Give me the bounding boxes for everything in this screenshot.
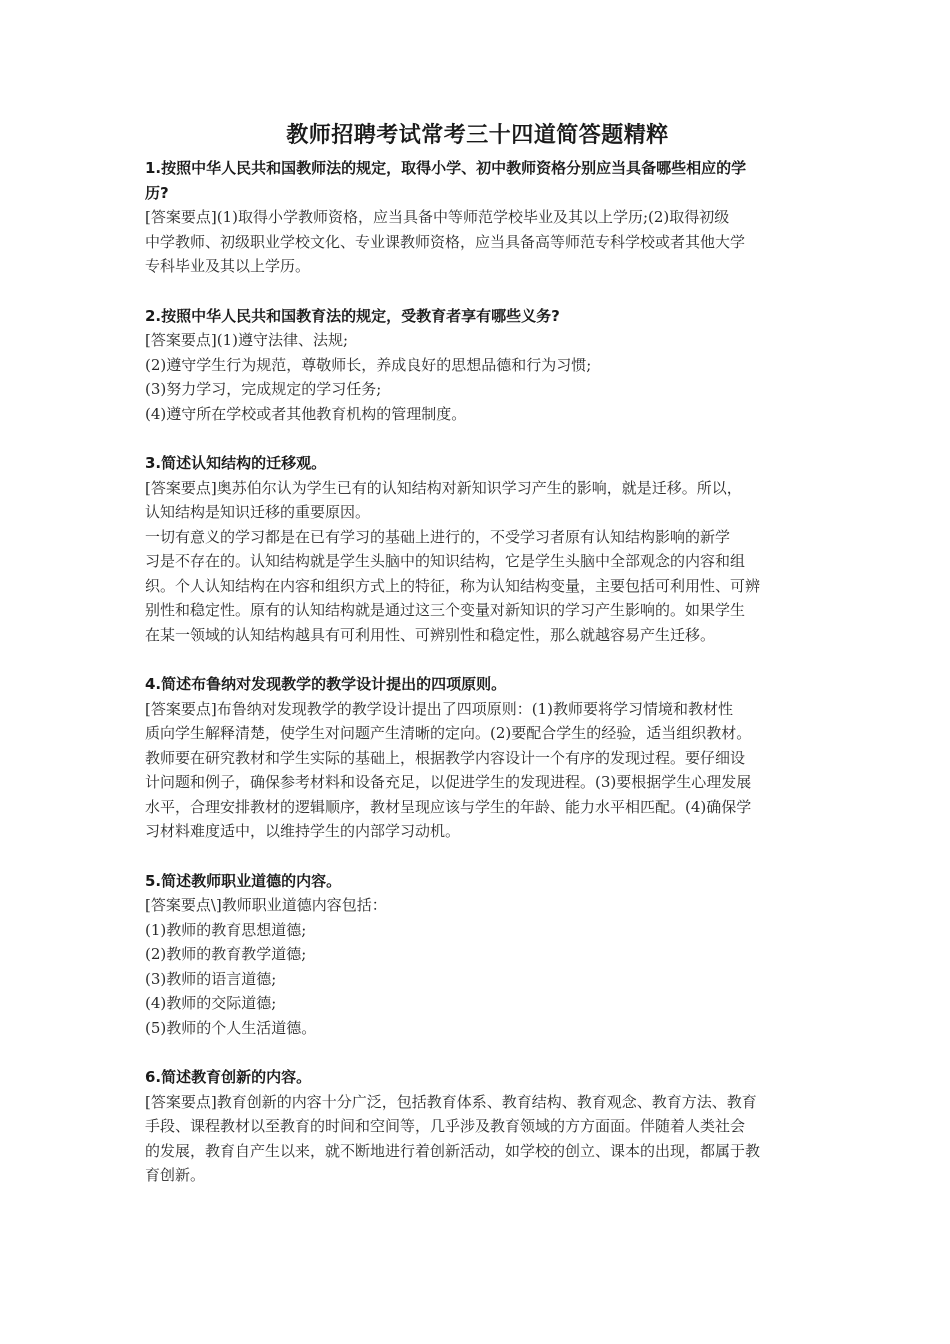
question-section	[145, 304, 810, 427]
document-page	[145, 118, 810, 1213]
sections-container	[145, 156, 810, 1188]
answer-line: 习是不存在的。认知结构就是学生头脑中的知识结构，它是学生头脑中全部观念的内容和组	[145, 552, 746, 570]
answer-line: 中学教师、初级职业学校文化、专业课教师资格，应当具备高等师范专科学校或者其他大学	[145, 232, 746, 251]
answer-line: 织。个人认知结构在内容和组织方式上的特征，称为认知结构变量，主要包括可利用性、可辨	[145, 576, 761, 595]
question-heading: 1.按照中华人民共和国教师法的规定，取得小学、初中教师资格分别应当具备哪些相应的学	[145, 159, 747, 177]
question-section	[145, 1065, 810, 1188]
question-heading: 历?	[145, 183, 169, 202]
answer-line: (2)教师的教育教学道德;	[145, 945, 307, 963]
question-section	[145, 869, 810, 1041]
answer-line: [答案要点](1)取得小学教师资格，应当具备中等师范学校毕业及其以上学历;(2)取得初级	[145, 208, 730, 226]
answer-line: 别性和稳定性。原有的认知结构就是通过这三个变量对新知识的学习产生影响的。如果学生	[145, 601, 746, 619]
question-heading: 5.简述教师职业道德的内容。	[145, 871, 342, 890]
answer-line: (4)遵守所在学校或者其他教育机构的管理制度。	[145, 404, 467, 423]
question-section	[145, 672, 810, 844]
answer-line: 计问题和例子，确保参考材料和设备充足，以促进学生的发现进程。(3)要根据学生心理发展	[145, 773, 752, 791]
answer-line: 一切有意义的学习都是在已有学习的基础上进行的，不受学习者原有认知结构影响的新学	[145, 527, 731, 546]
answer-line: 水平，合理安排教材的逻辑顺序，教材呈现应该与学生的年龄、能力水平相匹配。(4)确保学	[145, 797, 752, 816]
answer-line: (4)教师的交际道德;	[145, 994, 277, 1012]
question-heading: 3.简述认知结构的迁移观。	[145, 454, 327, 472]
answer-line: 教师要在研究教材和学生实际的基础上，根据教学内容设计一个有序的发现过程。要仔细设	[145, 748, 746, 767]
answer-line: (2)遵守学生行为规范，尊敬师长，养成良好的思想品德和行为习惯;	[145, 355, 592, 374]
answer-line: [答案要点](1)遵守法律、法规;	[145, 331, 349, 349]
answer-line: [答案要点]教育创新的内容十分广泛，包括教育体系、教育结构、教育观念、教育方法、教育	[145, 1092, 757, 1111]
answer-line: 的发展，教育自产生以来，就不断地进行着创新活动，如学校的创立、课本的出现，都属于教	[145, 1141, 761, 1160]
document-title: 教师招聘考试常考三十四道简答题精粹	[286, 123, 669, 148]
answer-line: 育创新。	[145, 1166, 206, 1184]
answer-line: 认知结构是知识迁移的重要原因。	[145, 503, 371, 521]
answer-line: [答案要点]布鲁纳对发现教学的教学设计提出了四项原则：(1)教师要将学习情境和教材性	[145, 699, 733, 718]
question-section	[145, 156, 810, 279]
answer-line: [答案要点]奥苏伯尔认为学生已有的认知结构对新知识学习产生的影响，就是迁移。所以，	[145, 478, 742, 497]
answer-line: 手段、课程教材以至教育的时间和空间等，几乎涉及教育领域的方方面面。伴随着人类社会	[145, 1117, 746, 1135]
answer-line: 在某一领域的认知结构越具有可利用性、可辨别性和稳定性，那么就越容易产生迁移。	[145, 625, 716, 644]
answer-line: (5)教师的个人生活道德。	[145, 1018, 317, 1037]
answer-line: 质向学生解释清楚，使学生对问题产生清晰的定向。(2)要配合学生的经验，适当组织教材。	[145, 724, 752, 742]
answer-line: [答案要点\]教师职业道德内容包括：	[145, 896, 387, 914]
question-heading: 6.简述教育创新的内容。	[145, 1068, 312, 1086]
question-section	[145, 451, 810, 647]
answer-line: 习材料难度适中，以维持学生的内部学习动机。	[145, 822, 461, 840]
question-heading: 2.按照中华人民共和国教育法的规定，受教育者享有哪些义务?	[145, 306, 560, 325]
question-heading: 4.简述布鲁纳对发现教学的教学设计提出的四项原则。	[145, 675, 507, 693]
answer-line: (3)教师的语言道德;	[145, 969, 277, 988]
answer-line: (1)教师的教育思想道德;	[145, 920, 307, 939]
answer-line: (3)努力学习，完成规定的学习任务;	[145, 380, 382, 398]
answer-line: 专科毕业及其以上学历。	[145, 257, 311, 275]
